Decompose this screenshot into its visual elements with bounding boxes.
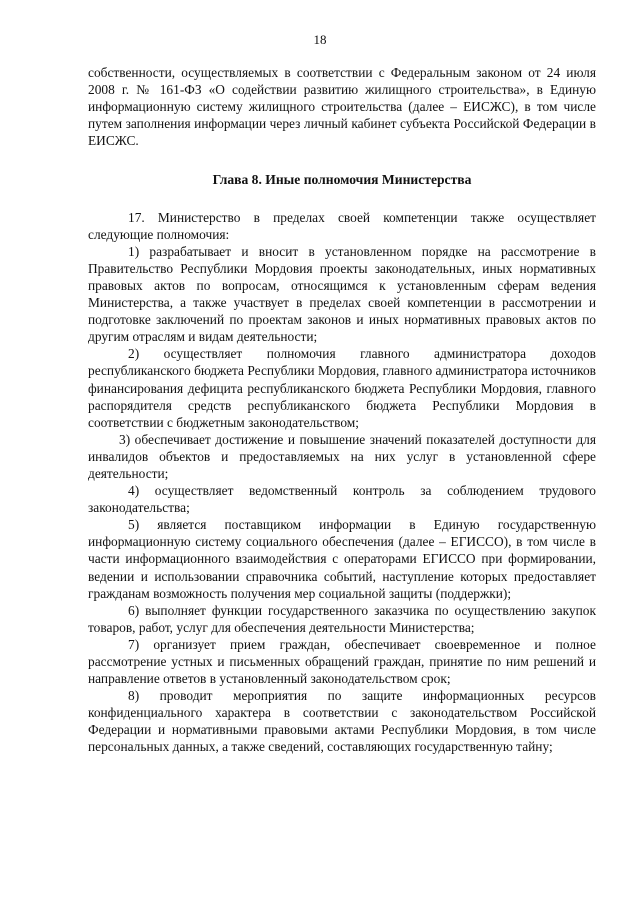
clause-17-intro: 17. Министерство в пределах своей компетенции также осуществляет следующие полномочия: [88, 209, 596, 242]
list-item-3: 3) обеспечивает достижение и повышение значений показателей доступности для инвалидов объектов и предоставляемых на них услуг в установленной сфере деятельности; [88, 431, 596, 481]
page-number: 18 [313, 32, 327, 47]
continuation-paragraph: собственности, осуществляемых в соответствии с Федеральным законом от 24 июля 2008 г. № 161-ФЗ «О содействии развитию жилищного строительства», в Единую информационную систему жилищного строительства (далее – ЕИСЖС), в том числе путем заполнения информации через личный кабинет субъекта Российской Федерации в ЕИСЖС. [88, 65, 596, 149]
list-item-4: 4) осуществляет ведомственный контроль за соблюдением трудового законодательства; [88, 483, 596, 516]
list-item-7: 7) организует прием граждан, обеспечивает своевременное и полное рассмотрение устных и письменных обращений граждан, принятие по ним решений и направление ответов в установленный законодательством срок; [88, 636, 596, 687]
document-body [88, 64, 596, 756]
list-item-2: 2) осуществляет полномочия главного администратора доходов республиканского бюджета Республики Мордовия, главного администратора источников финансирования дефицита республиканского бюджета Республики Мордовия, главного распорядителя средств республиканского бюджета Республики Мордовия в соответствии с бюджетным законодательством; [88, 346, 596, 430]
list-item-8: 8) проводит мероприятия по защите информационных ресурсов конфиденциального характера в соответствии с законодательством Российской Федерации и нормативными правовыми актами Республики Мордовия, в том числе персональных данных, а также сведений, составляющих государственную тайну; [88, 688, 596, 755]
chapter-heading: Глава 8. Иные полномочия Министерства [212, 172, 472, 188]
list-item-1: 1) разрабатывает и вносит в установленном порядке на рассмотрение в Правительство Республики Мордовия проекты законодательных, иных нормативных правовых актов по вопросам, относящимся к установленным сферам ведения Министерства, а также участвует в пределах своей компетенции в рассмотрении и подготовке заключений по проектам законов и иных нормативных правовых актов по другим отраслям и видам деятельности; [88, 243, 596, 345]
list-item-5: 5) является поставщиком информации в Единую государственную информационную систему социального обеспечения (далее – ЕГИССО), в том числе в части информационного взаимодействия с операторами ЕГИССО при формировании, ведении и использовании справочника событий, наступление которых предоставляет гражданам возможность получения мер социальной защиты (поддержки); [88, 517, 596, 601]
list-item-6: 6) выполняет функции государственного заказчика по осуществлению закупок товаров, работ, услуг для обеспечения деятельности Министерства; [88, 602, 596, 635]
